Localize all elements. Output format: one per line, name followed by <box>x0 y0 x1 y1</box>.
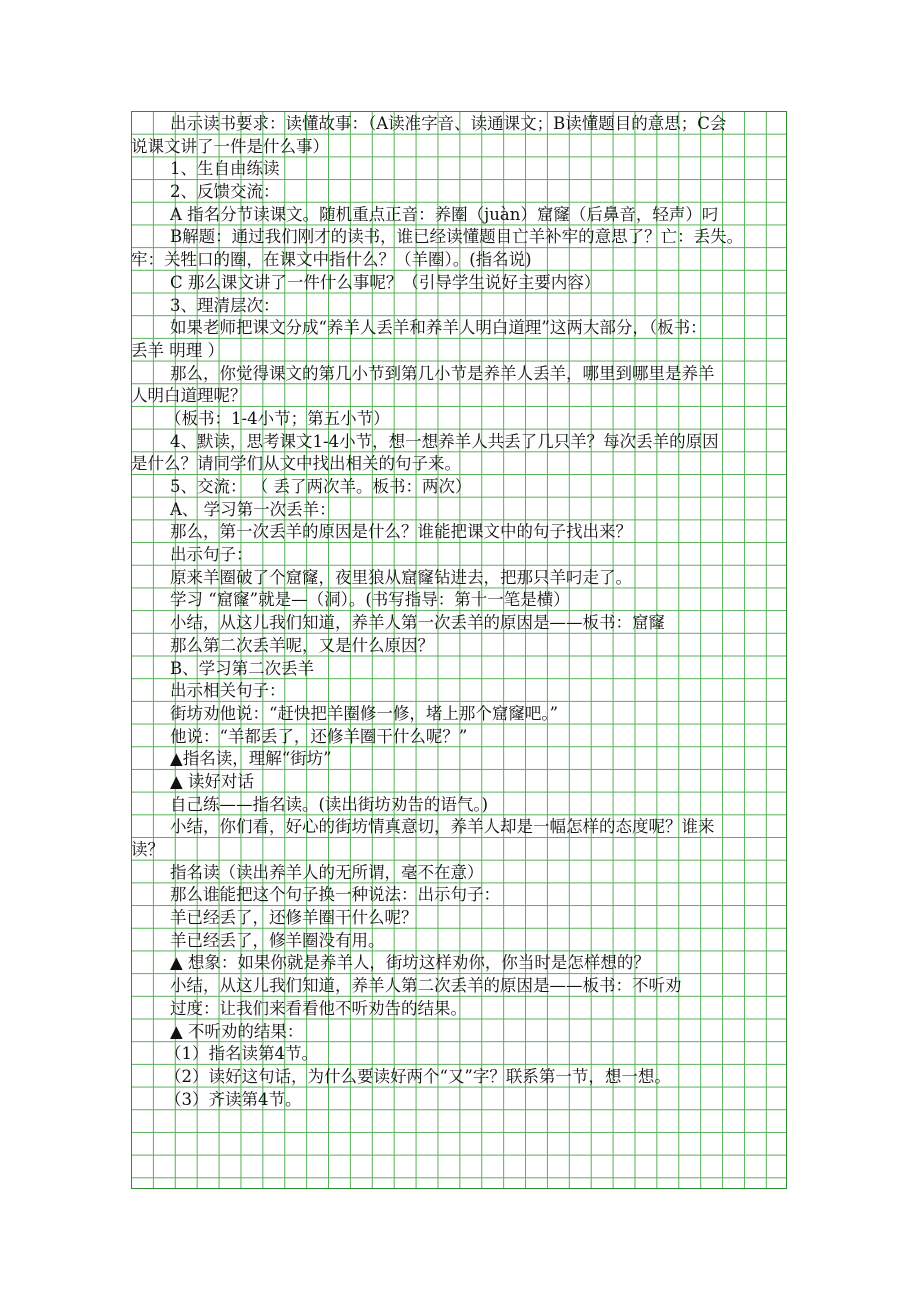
text-line: A 指名分节读课文。随机重点正音：养圈（juàn）窟窿（后鼻音，轻声）叼 <box>170 204 719 224</box>
text-line: 小结，从这儿我们知道，养羊人第二次丢羊的原因是——板书：不听劝 <box>170 976 682 996</box>
text-line: 人明白道理呢？ <box>131 386 247 406</box>
text-line: 出示句子： <box>170 545 253 565</box>
text-line: 丢羊 明理 ） <box>131 340 224 360</box>
text-line: 出示读书要求：读懂故事：（A读准字音、读通课文；B读懂题目的意思；C会 <box>170 114 727 133</box>
text-line: 出示相关句子： <box>170 681 286 701</box>
text-line: 2、反馈交流： <box>170 182 280 202</box>
text-line: 说课文讲了一件是什么事） <box>131 136 329 156</box>
text-line: （3）齐读第4节。 <box>165 1089 302 1109</box>
text-line: 牢：关牲口的圈，在课文中指什么？（羊圈）。(指名说) <box>131 250 532 270</box>
text-line: 羊已经丢了，还修羊圈干什么呢？ <box>170 908 418 928</box>
text-line: 学习 “窟窿”就是—（洞）。(书写指导：第十一笔是横） <box>170 590 570 610</box>
text-line: ▲指名读，理解“街坊” <box>170 749 332 769</box>
text-line: （1）指名读第4节。 <box>165 1044 318 1064</box>
text-line: B解题：通过我们刚才的读书，谁已经读懂题目亡羊补牢的意思了？亡：丢失。 <box>170 227 744 247</box>
text-line: ▲ 想象：如果你就是养羊人，街坊这样劝你，你当时是怎样想的？ <box>170 953 650 973</box>
text-line: （板书：1-4小节；第五小节） <box>165 408 390 428</box>
text-line: 3、理清层次： <box>170 295 280 315</box>
text-line: 羊已经丢了，修羊圈没有用。 <box>170 930 385 950</box>
text-line: ▲ 不听劝的结果： <box>170 1021 304 1041</box>
text-line: 那么，第一次丢羊的原因是什么？谁能把课文中的句子找出来？ <box>170 522 632 542</box>
text-line: 4、默读，思考课文1-4小节，想一想养羊人共丢了几只羊？每次丢羊的原因 <box>170 431 719 451</box>
text-line: ▲ 读好对话 <box>170 771 254 791</box>
text-line: 读？ <box>131 840 164 859</box>
text-line: 原来羊圈破了个窟窿，夜里狼从窟窿钻进去，把那只羊叼走了。 <box>170 567 632 587</box>
text-line: 那么第二次丢羊呢，又是什么原因？ <box>170 635 434 655</box>
text-line: 小结，从这儿我们知道，养羊人第一次丢羊的原因是——板书：窟窿 <box>170 613 665 633</box>
text-line: 5、交流： （ 丢了两次羊。板书：两次） <box>170 477 472 496</box>
text-line: 小结，你们看，好心的街坊情真意切，养羊人却是一幅怎样的态度呢？谁来 <box>170 817 715 837</box>
text-line: C 那么课文讲了一件什么事呢？（引导学生说好主要内容） <box>170 272 601 292</box>
lesson-plan-text <box>131 113 791 1111</box>
text-line: （2）读好这句话，为什么要读好两个“又”字？联系第一节，想一想。 <box>165 1066 671 1086</box>
text-line: 如果老师把课文分成“养羊人丢羊和养羊人明白道理”这两大部分，（板书： <box>170 318 707 338</box>
text-line: B、学习第二次丢羊 <box>170 658 315 678</box>
text-line: 是什么？请同学们从文中找出相关的句子来。 <box>131 454 461 474</box>
text-line: 过度：让我们来看看他不听劝告的结果。 <box>170 998 467 1018</box>
text-line: 指名读（读出养羊人的无所谓，毫不在意） <box>170 862 484 882</box>
text-line: 自己练——指名读。(读出街坊劝告的语气。) <box>170 794 489 814</box>
text-line: A、 学习第一次丢羊： <box>170 499 336 519</box>
text-line: 1、生自由练读 <box>170 159 280 179</box>
text-line: 那么，你觉得课文的第几小节到第几小节是养羊人丢羊，哪里到哪里是养羊 <box>170 363 715 383</box>
text-line: 那么谁能把这个句子换一种说法：出示句子： <box>170 885 500 905</box>
text-line: 他说：“羊都丢了，还修羊圈干什么呢？” <box>170 726 468 746</box>
text-line: 街坊劝他说：“赶快把羊圈修一修，堵上那个窟窿吧。” <box>170 703 559 723</box>
